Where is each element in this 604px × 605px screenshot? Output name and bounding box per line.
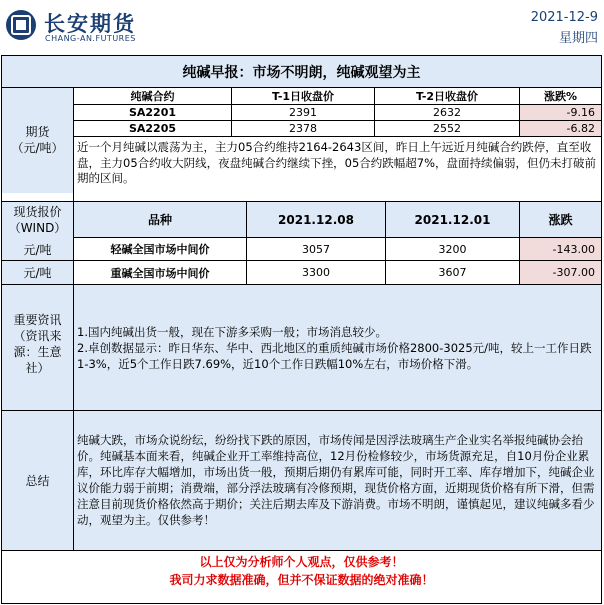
disclaimer-line-1: 以上仅为分析师个人观点，仅供参考！ bbox=[199, 555, 404, 569]
brand-name-en: CHANG-AN.FUTURES bbox=[45, 34, 136, 43]
news-item: 2.卓创数据显示：昨日华东、华中、西北地区的重质纯碱市场价格2800-3025元/吨，较上一工作日跌1-3%，近5个工作日跌7.69%，近10个工作日跌幅10%左右，市场价格下滑。 bbox=[77, 341, 592, 371]
spot-product-name: 轻碱全国市场中间价 bbox=[110, 243, 210, 256]
futures-contract: SA2205 bbox=[128, 122, 177, 135]
futures-change: -9.16 bbox=[566, 106, 595, 119]
spot-change: -143.00 bbox=[552, 242, 595, 256]
summary-text: 纯碱大跌，市场众说纷纭，纷纷找下跌的原因，市场传闻是因浮法玻璃生产企业实名举报纯碱协会抬价。纯碱基本面来看，纯碱企业开工率维持高位，12月份检修较少，市场货源充足，自10月份企业累库，环比库存大幅增加，市场出货一般，预期后期仍有累库可能，同时开工率、库存增加下，纯碱企业议价能力弱于前期；消费端，部分浮法玻璃有冷修预期，现货价格方面，近期现货价格有所下滑，但需注意目前现货价格依然高于期价；关注后期去库及下游消费。市场不明朗，谨慎起见，建议纯碱多看少动，观望为主。仅供参考！ bbox=[77, 433, 595, 527]
spot-col-date1: 2021.12.08 bbox=[278, 212, 354, 227]
news-item: 1.国内纯碱出货一般，现在下游多采购一般；市场消息较少。 bbox=[77, 325, 387, 339]
futures-comment: 近一个月纯碱以震荡为主，主力05合约维持2164-2643区间，昨日上午远近月纯碱合约跌停，直至收盘，主力05合约收大阴线，夜盘纯碱合约继续下挫，05合约跌幅超7%，盘面持续偏弱，但仍未打破前期的区间。 bbox=[77, 140, 597, 185]
spot-col-date2: 2021.12.01 bbox=[414, 212, 491, 227]
spot-unit: 元/吨 bbox=[23, 242, 52, 257]
futures-col-change: 涨跌% bbox=[543, 90, 578, 103]
spot-col-name: 品种 bbox=[147, 213, 172, 227]
futures-col-t1: T-1日收盘价 bbox=[271, 90, 335, 103]
futures-t1-price: 2391 bbox=[289, 106, 317, 119]
futures-t2-price: 2632 bbox=[433, 106, 461, 119]
spot-col-change: 涨跌 bbox=[548, 213, 573, 227]
summary-section-label: 总结 bbox=[25, 474, 50, 488]
futures-contract: SA2201 bbox=[128, 106, 177, 119]
report-date: 2021-12-9 bbox=[530, 10, 598, 25]
spot-price-current: 3300 bbox=[302, 266, 330, 279]
spot-section-label: 现货报价 （WIND） bbox=[8, 204, 67, 235]
spot-change: -307.00 bbox=[552, 266, 595, 279]
spot-price-current: 3057 bbox=[302, 242, 330, 256]
futures-t1-price: 2378 bbox=[289, 122, 317, 135]
futures-t2-price: 2552 bbox=[433, 122, 461, 135]
logo-mark-inner bbox=[16, 20, 26, 30]
spot-unit: 元/吨 bbox=[23, 266, 52, 280]
report-weekday: 星期四 bbox=[558, 31, 598, 46]
disclaimer-line-2: 我司力求数据准确，但并不保证数据的绝对准确！ bbox=[169, 573, 434, 587]
futures-col-contract: 纯碱合约 bbox=[130, 90, 175, 103]
news-section-label: 重要资讯 （资讯来 源：生意 社） bbox=[13, 313, 62, 375]
spot-price-previous: 3200 bbox=[438, 242, 467, 256]
spot-price-previous: 3607 bbox=[438, 266, 467, 279]
futures-col-t2: T-2日收盘价 bbox=[415, 90, 479, 103]
brand-name: 长安期货 bbox=[44, 12, 136, 36]
futures-section-label: 期货 （元/吨） bbox=[11, 125, 64, 155]
spot-product-name: 重碱全国市场中间价 bbox=[110, 266, 210, 280]
report-title: 纯碱早报：市场不明朗，纯碱观望为主 bbox=[182, 64, 421, 81]
futures-change: -6.82 bbox=[566, 122, 595, 135]
